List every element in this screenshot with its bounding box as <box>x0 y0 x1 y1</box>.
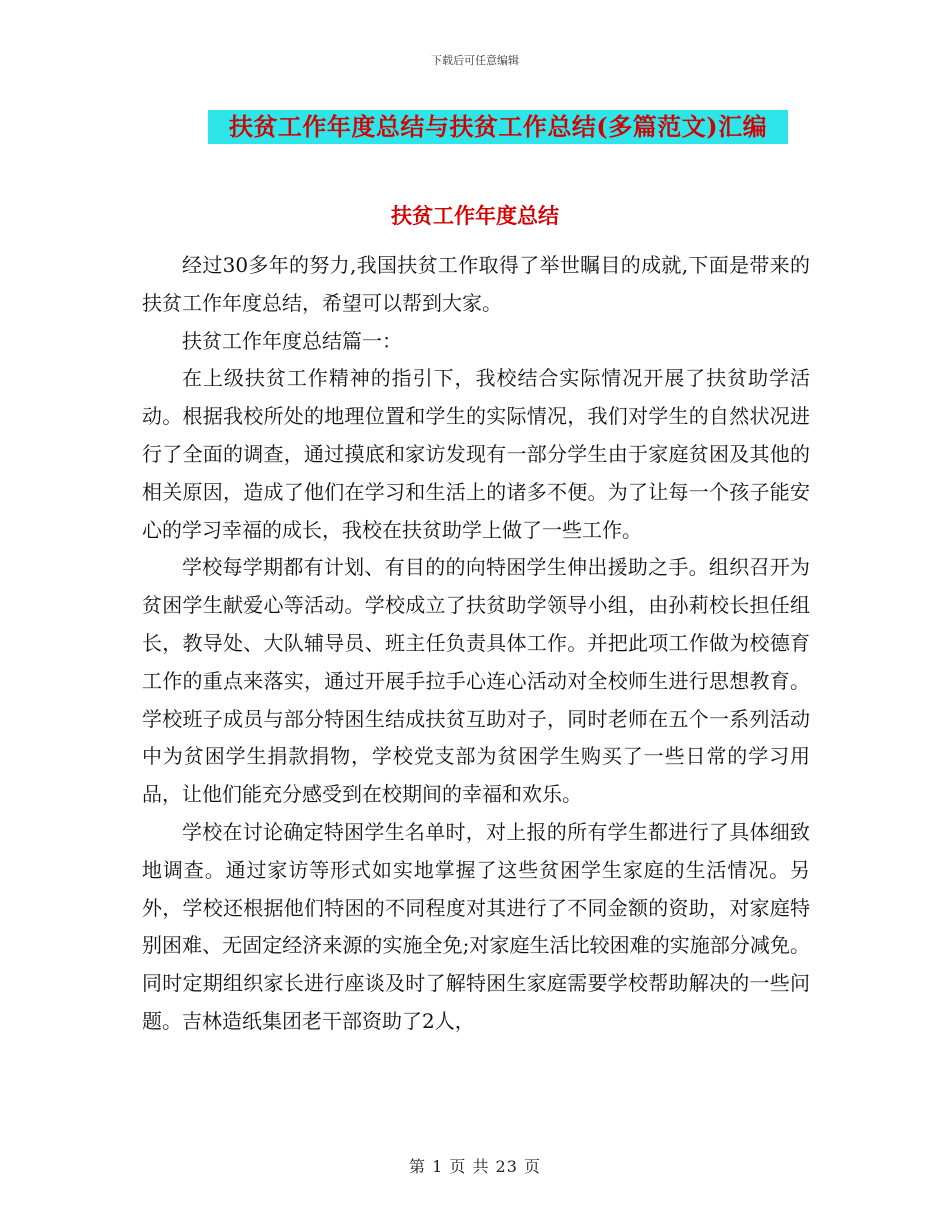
page-indicator: 第 1 页 共 23 页 <box>409 1157 541 1176</box>
paragraph-subheading: 扶贫工作年度总结篇一： <box>182 328 402 353</box>
paragraph-guidance: 在上级扶贫工作精神的指引下，我校结合实际情况开展了扶贫助学活动。根据我校所处的地理位置和学生的实际情况，我们对学生的自然状况进行了全面的调查，通过摸底和家访发现有一部分学生由于家庭贫困及其他的相关原因，造成了他们在学习和生活上的诸多不便。为了让每一个孩子能安心的学习幸福的成长，我校在扶贫助学上做了一些工作。 <box>142 366 810 542</box>
header-note: 下载后可任意编辑 <box>431 54 519 67</box>
paragraph-investigation: 学校在讨论确定特困学生名单时，对上报的所有学生都进行了具体细致地调查。通过家访等形式如实地掌握了这些贫困学生家庭的生活情况。另外，学校还根据他们特困的不同程度对其进行了不同金额的资助，对家庭特别困难、无固定经济来源的实施全免;对家庭生活比较困难的实施部分减免。同时定期组织家长进行座谈及时了解特困生家庭需要学校帮助解决的一些问题。吉林造纸集团老干部资助了2人， <box>142 819 810 1033</box>
document-title: 扶贫工作年度总结与扶贫工作总结(多篇范文)汇编 <box>228 112 768 141</box>
paragraph-activities: 学校每学期都有计划、有目的的向特困学生伸出援助之手。组织召开为贫困学生献爱心等活动。学校成立了扶贫助学领导小组，由孙莉校长担任组长，教导处、大队辅导员、班主任负责具体工作。并把此项工作做为校德育工作的重点来落实，通过开展手拉手心连心活动对全校师生进行思想教育。学校班子成员与部分特困生结成扶贫互助对子，同时老师在五个一系列活动中为贫困学生捐款捐物，学校党支部为贫困学生购买了一些日常的学习用品，让他们能充分感受到在校期间的幸福和欢乐。 <box>142 555 810 807</box>
document-title-highlight <box>208 110 788 144</box>
paragraph-intro: 经过30多年的努力,我国扶贫工作取得了举世瞩目的成就,下面是带来的扶贫工作年度总结，希望可以帮到大家。 <box>142 253 810 315</box>
section-title: 扶贫工作年度总结 <box>391 203 559 228</box>
body-text <box>142 247 810 1041</box>
